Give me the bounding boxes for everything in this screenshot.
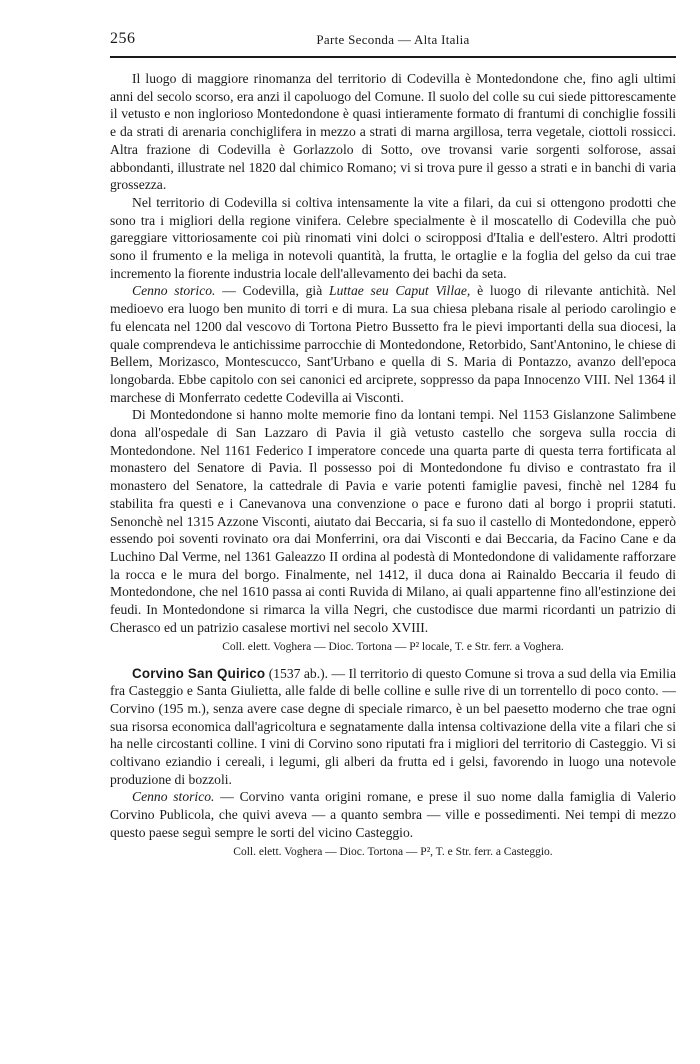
paragraph-corvino-intro <box>110 665 676 789</box>
entry-title-corvino: Corvino San Quirico <box>132 665 266 681</box>
paragraph-cenno-storico-codevilla <box>110 282 676 406</box>
paragraph-text: è luogo di rilevante antichità. Nel medioevo era luogo ben munito di torri e di mura. La sua chiesa plebana risale al periodo carolingio e fu elencata nel 1200 dal vescovo di Tortona Pietro Bussetto fra le pievi importanti della sua diocesi, la quale comprendeva le antichissime parrocchie di Montedondone, Retorbido, Sant'Antonino, le chiese di Bellem, Morizasco, Montescucco, Sant'Urbano e quella di S. Maria di Pontazzo, avanzo dell'epoca longobarda. Ebbe capitolo con sei canonici ed arciprete, soppresso da papa Innocenzo VIII. Nel 1364 il marchese di Monferrato cedette Codevilla ai Visconti. <box>110 283 676 405</box>
page-header <box>110 30 676 50</box>
paragraph-text: — Codevilla, già <box>215 283 330 299</box>
paragraph-text: — Corvino vanta origini romane, e prese il suo nome dalla famiglia di Valerio Corvino Publicola, che quivi aveva — a quanto sembra — ville e possedimenti. Nei tempi di mezzo questo paese seguì sempre le sorti del vicino Casteggio. <box>110 789 676 840</box>
paragraph-montedondone-intro: Il luogo di maggiore rinomanza del territorio di Codevilla è Montedondone che, fino agli ultimi anni del secolo scorso, era anzi il capoluogo del Comune. Il suolo del colle su cui siede pittorescamente il vetusto e non inglorioso Montedondone è quasi intieramente formato di frantumi di conchiglie fossili e da strati di arenaria conchiglifera in mezzo a strati di marna argillosa, terra vegetale, ciottoli rossicci. Altra frazione di Codevilla è Gorlazzolo di Sotto, ove trovansi varie sorgenti solforose, assai abbondanti, illustrate nel 1820 dal chimico Romano; vi si trova pure il gesso a strati e in banchi di varia grossezza. <box>110 71 676 193</box>
paragraph-montedondone-history: Di Montedondone si hanno molte memorie fino da lontani tempi. Nel 1153 Gislanzone Salimbene dona all'ospedale di San Lazzaro di Pavia il già vetusto castello che sorgeva sulla roccia di Montedondone. Nel 1161 Federico I imperatore concede una quarta parte di questa terra fortificata al monastero del Senatore di Pavia. Il possesso poi di Montedondone fu diviso e contrastato fra il monastero del Senatore, la cattedrale di Pavia e varie potenti famiglie pavesi, finchè nel 1284 fu stabilita fra questi e i Canevanova una convenzione o pace e furono dati al borgo i proprii statuti. Senonchè nel 1315 Azzone Visconti, aiutato dai Beccaria, si fa suo il castello di Montedondone, epperò essendo poi soventi rovinato ora dai Monferrini, ora dai Visconti e dai Beccaria, da Facino Cane e da Luchino Dal Verme, nel 1361 Galeazzo II ordina al podestà di Montedondone di validamente rafforzare la rocca e le mura del borgo. Finalmente, nel 1412, il duca dona ai Rainaldo Beccaria il feudo di Montedondone, che nel 1610 passa ai conti Ruvida di Milano, ai quali appartenne fino all'estinzione dei feudi. In Montedondone si rimarca la villa Negri, che custodisce due marmi ricordanti un patrizio di Cherasco ed un patrizio casalese mortivi nel secolo XVIII. <box>110 407 676 635</box>
page-number: 256 <box>110 30 136 47</box>
paragraph-text: (1537 ab.). — Il territorio di questo Comune si trova a sud della via Emilia fra Casteggio e Santa Giulietta, alle falde di belle colline e sulle rive di un torrentello di poco conto. — Corvino (195 m.), senza avere case degne di speciale rimarco, è un bel paesetto moderno che trae ogni sua risorsa economica dall'agricoltura e segnatamente dalla intensa coltivazione della vite a filari che si ha nelle circostanti colline. I vini di Corvino sono riputati fra i migliori del territorio di Casteggio. Vi si coltivano eziandio i cereali, i legumi, gli alberi da frutta ed i gelsi, favorendo in luogo una notevole produzione di bozzoli. <box>110 665 676 787</box>
footer-note-codevilla: Coll. elett. Voghera — Dioc. Tortona — P² locale, T. e Str. ferr. a Voghera. <box>222 640 564 653</box>
running-head: Parte Seconda — Alta Italia <box>316 32 470 47</box>
header-rule <box>110 56 676 58</box>
body-text <box>110 70 676 860</box>
cenno-storico-label: Cenno storico. <box>132 789 215 805</box>
paragraph-cenno-storico-corvino <box>110 788 676 841</box>
cenno-storico-label: Cenno storico. <box>132 283 216 299</box>
latin-name: Luttae seu Caput Villae, <box>329 283 471 299</box>
paragraph-viticulture: Nel territorio di Codevilla si coltiva intensamente la vite a filari, da cui si ottengono prodotti che sono tra i migliori della regione vinifera. Celebre specialmente è il moscatello di Codevilla che può gareggiare vittoriosamente coi più rinomati vini dolci o sciropposi d'Italia e dell'estero. Altri prodotti sono il frumento e la meliga in notevoli quantità, la frutta, le ortaglie e la foglia del gelso da cui trae incremento la fiorente industria locale dell'allevamento dei bachi da seta. <box>110 194 676 281</box>
footer-note-corvino: Coll. elett. Voghera — Dioc. Tortona — P², T. e Str. ferr. a Casteggio. <box>233 845 553 858</box>
